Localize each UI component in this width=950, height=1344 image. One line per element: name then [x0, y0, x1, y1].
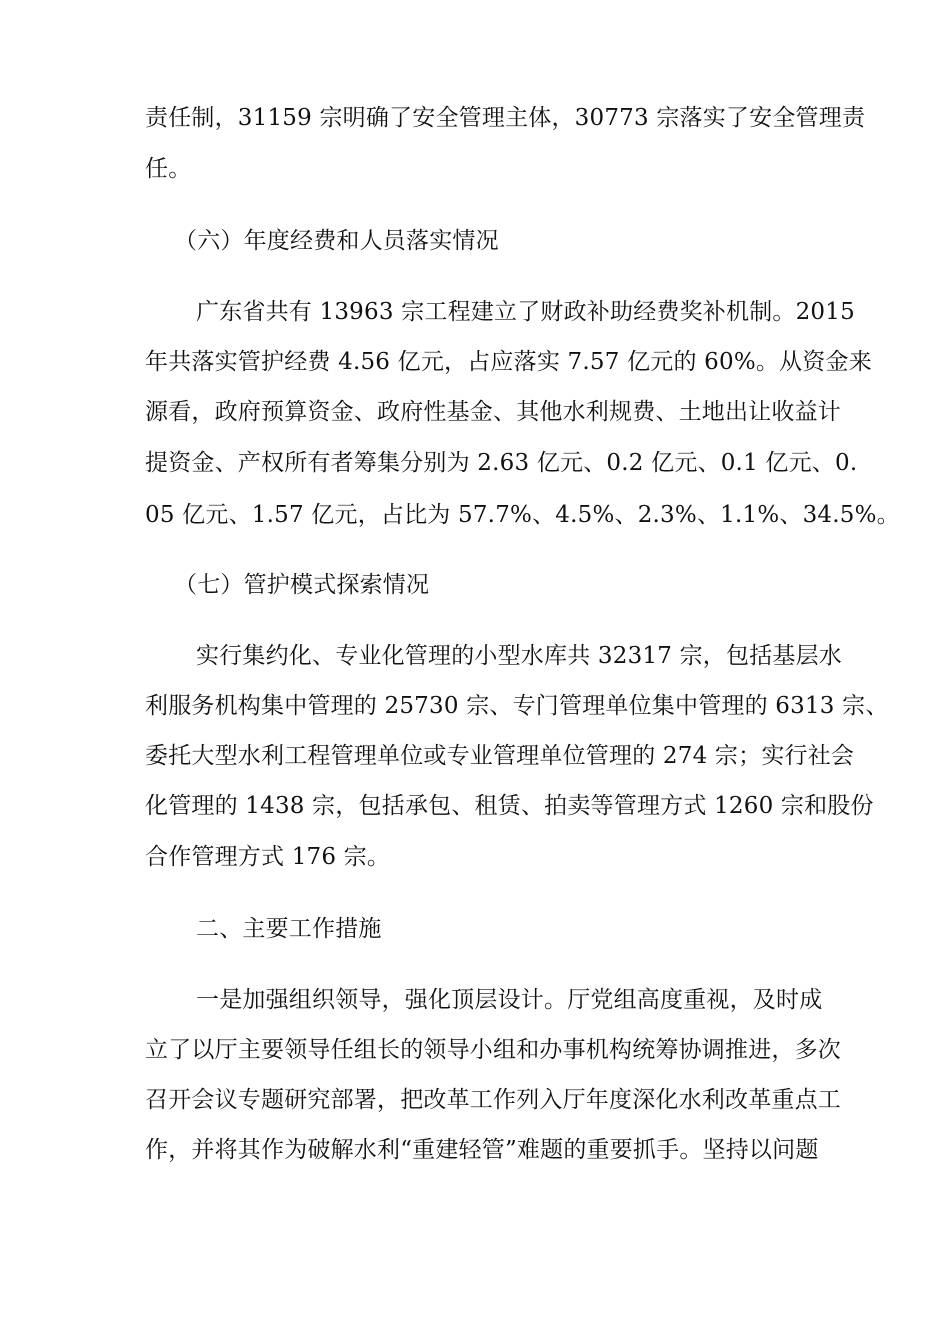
paragraph-first-line: 实行集约化、专业化管理的小型水库共 32317 宗，包括基层水	[196, 643, 842, 669]
text-line: 立了以厅主要领导任组长的领导小组和办事机构统筹协调推进，多次	[145, 1037, 841, 1063]
text-line: 作，并将其作为破解水利“重建轻管”难题的重要抓手。坚持以问题	[145, 1137, 819, 1163]
text-line: 化管理的 1438 宗，包括承包、租赁、拍卖等管理方式 1260 宗和股份	[145, 793, 874, 819]
text-line: 05 亿元、1.57 亿元，占比为 57.7%、4.5%、2.3%、1.1%、34.5%。	[145, 502, 900, 528]
text-line: 利服务机构集中管理的 25730 宗、专门管理单位集中管理的 6313 宗、	[145, 693, 889, 719]
paragraph-first-line: 一是加强组织领导，强化顶层设计。厅党组高度重视，及时成	[196, 987, 823, 1013]
text-line: 源看，政府预算资金、政府性基金、其他水利规费、土地出让收益计	[145, 399, 841, 425]
main-section-heading: 二、主要工作措施	[196, 916, 382, 942]
section-heading: （七）管护模式探索情况	[174, 572, 430, 598]
text-line: 召开会议专题研究部署，把改革工作列入厅年度深化水利改革重点工	[145, 1087, 841, 1113]
text-line: 年共落实管护经费 4.56 亿元，占应落实 7.57 亿元的 60%。从资金来	[145, 349, 872, 375]
text-line: 提资金、产权所有者筹集分别为 2.63 亿元、0.2 亿元、0.1 亿元、0.	[145, 450, 858, 476]
text-line: 委托大型水利工程管理单位或专业管理单位管理的 274 宗；实行社会	[145, 743, 855, 769]
text-line: 责任制，31159 宗明确了安全管理主体，30773 宗落实了安全管理责	[145, 105, 866, 131]
section-heading: （六）年度经费和人员落实情况	[174, 228, 499, 254]
text-line: 合作管理方式 176 宗。	[145, 844, 391, 870]
paragraph-first-line: 广东省共有 13963 宗工程建立了财政补助经费奖补机制。2015	[196, 299, 855, 325]
text-line: 任。	[145, 156, 192, 182]
